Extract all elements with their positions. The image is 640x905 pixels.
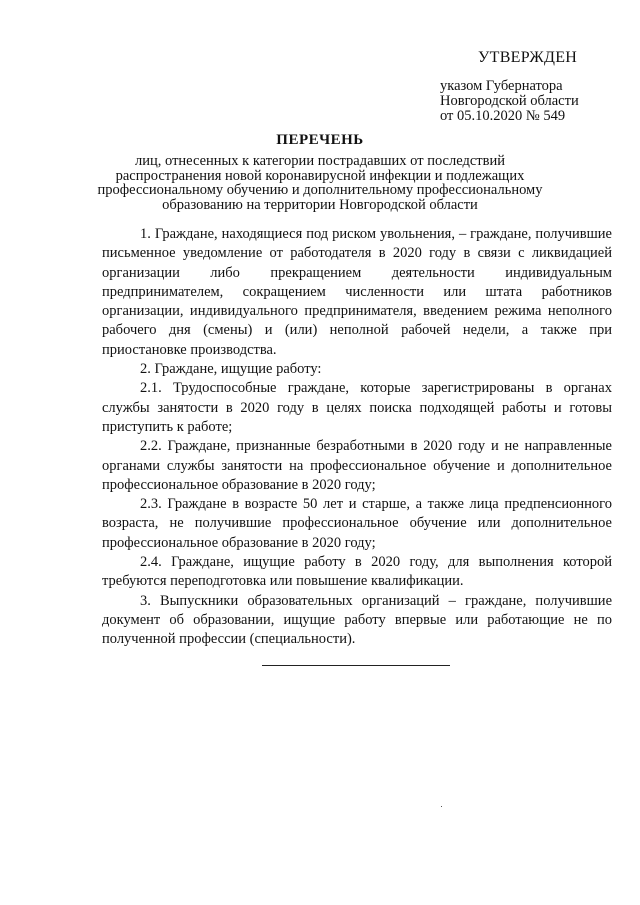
document-body xyxy=(102,225,612,650)
approval-block xyxy=(440,50,620,124)
closing-rule xyxy=(262,665,450,666)
approval-stamp: УТВЕРЖДЕН xyxy=(478,49,578,66)
list-item-2-2: 2.2. Граждане, признанные безработными в 2020 году и не направленные органами службы занятости на профессиональное обучение и дополнительное профессиональное образование в 2020 году; xyxy=(102,438,612,493)
list-item-1: 1. Граждане, находящиеся под риском увольнения, – граждане, получившие письменное уведомление от работодателя в 2020 году в связи с ликвидацией организации либо прекращением деятельности индивидуальным предпринимателем, сокращением численности или штата работников организации, индивидуального предпринимателя, введением режима неполного рабочего дня (смены) и (или) неполной рабочей недели, а также при приостановке производства. xyxy=(102,226,612,358)
list-item-2-3: 2.3. Граждане в возрасте 50 лет и старше, а также лица предпенсионного возраста, не получившие профессиональное обучение или дополнительное профессиональное образование в 2020 году; xyxy=(102,496,612,551)
document-subtitle: лиц, отнесенных к категории пострадавших от последствий распространения новой коронавирусной инфекции и подлежащих профессиональному обучению и дополнительному профессиональному образованию на территории Новгородской области xyxy=(97,153,543,213)
scan-speck xyxy=(441,806,442,807)
approval-line-decree: указом Губернатора xyxy=(440,78,563,94)
approval-line-date: от 05.10.2020 № 549 xyxy=(440,108,566,124)
document-title: ПЕРЕЧЕНЬ xyxy=(276,132,364,148)
list-item-2-4: 2.4. Граждане, ищущие работу в 2020 году, для выполнения которой требуются переподготовка или повышение квалификации. xyxy=(102,554,612,590)
approval-line-region: Новгородской области xyxy=(440,93,579,109)
list-item-2-1: 2.1. Трудоспособные граждане, которые зарегистрированы в органах службы занятости в 2020 году в целях поиска подходящей работы и готовы приступить к работе; xyxy=(102,380,612,435)
list-item-2: 2. Граждане, ищущие работу: xyxy=(140,361,322,378)
list-item-3: 3. Выпускники образовательных организаций – граждане, получившие документ об образовании, ищущие работу впервые или работающие не по полученной профессии (специальности). xyxy=(102,592,612,648)
